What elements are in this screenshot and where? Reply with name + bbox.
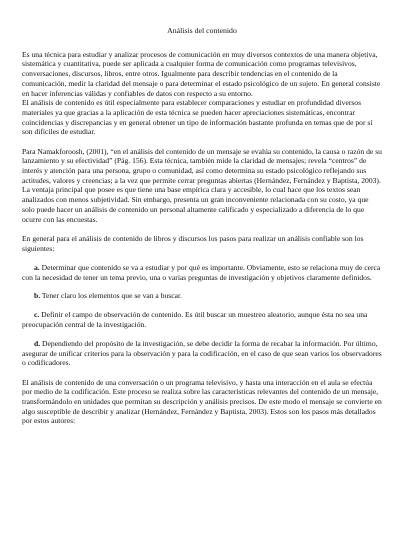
step-text-b: Tener claro los elementos que se van a buscar. <box>40 291 182 301</box>
step-text-d: Dependiendo del propósito de la investigación, se debe decidir la forma de recabar la información. Por último, asegurar de unificar criterios para la observación y para la codificación, en el caso de que sean varios los observadores o codificadores. <box>22 338 382 368</box>
step-text-c: Definir el campo de observación de contenido. Es útil buscar un muestreo aleatorio, aunque ésta no sea una preocupación central de la investigación. <box>22 310 368 330</box>
step-letter-b: b. <box>34 291 41 301</box>
document-title: Análisis del contenido <box>167 26 237 35</box>
step-letter-c: c. <box>34 310 40 320</box>
paragraph-steps-intro: En general para el análisis de contenido de libros y discursos los pasos para realizar un análisis confiable son los siguientes: <box>22 233 364 253</box>
paragraph-definition: Es una técnica para estudiar y analizar procesos de comunicación en muy diversos contextos de una manera objetiva, sistemática y cuantitativa, puede ser aplicada a cualquier forma de comunicación como programas televisivos, conversaciones, discursos, libros, entre otros. Igualmente para describir tendencias en el contenido de la comunicación, medir la claridad del mensaje o para determinar el estado psicológico de un sujeto. En general consiste en hacer inferencias válidas y confiables de datos con respecto a su entorno. <box>22 49 381 98</box>
paragraph-namakforoosh: Para Namakforoosh, (2001), “en el análisis del contenido de un mensaje se evalúa su contenido, la causa o razón de su lanzamiento y su efectividad” (Pág. 156). Esta técnica, también mide la claridad de mensajes; revela “centros” de interés y atención para una persona, grupo o comunidad, así como determina su estado psicológico reflejando sus actitudes, valores y creencias; a la vez que permite cerrar preguntas abiertas (Hernández, Fernández y Baptista, 2003). La ventaja principal que posee es que tiene una base empírica clara y accesible, lo cual hace que los textos sean analizados con menos subjetividad. Sin embargo, presenta un gran inconveniente relacionada con su costo, ya que solo puede hacer un análisis de contenido un personal altamente calificado y especializado a diferencia de lo que ocurre con las encuestas. <box>22 146 382 224</box>
step-letter-a: a. <box>34 262 40 272</box>
step-letter-d: d. <box>34 338 41 348</box>
step-item-d <box>22 339 382 368</box>
paragraph-usefulness: El análisis de contenido es útil especialmente para establecer comparaciones y estudiar en profundidad diversos materiales ya que gracias a la aplicación de esta técnica se pueden hacer apreciaciones sistemáticas, encontrar coincidencias y discrepancias y en general obtener un tipo de información bastante profunda en temas que de por sí son difíciles de estudiar. <box>22 98 373 137</box>
paragraph-codification: El análisis de contenido de una conversación o un programa televisivo, y hasta una interacción en el aula se efectúa por medio de la codificación. Este proceso se realiza sobre las características relevantes del contenido de un mensaje, transformándolo en unidades que permitan su descripción y análisis precisos. De este modo el mensaje se convierte en algo susceptible de describir y analizar (Hernández, Fernández y Baptista, 2003). Estos son los pasos más detallados por estos autores: <box>22 377 382 426</box>
step-text-a: Determinar que contenido se va a estudiar y por qué es importante. Obviamente, esto se relaciona muy de cerca con la necesidad de tener un tema previo, una o varias preguntas de investigación y objetivos claramente definidos. <box>22 262 381 282</box>
step-item-a <box>22 263 382 282</box>
step-item-c <box>22 310 382 329</box>
step-item-b <box>22 291 382 301</box>
